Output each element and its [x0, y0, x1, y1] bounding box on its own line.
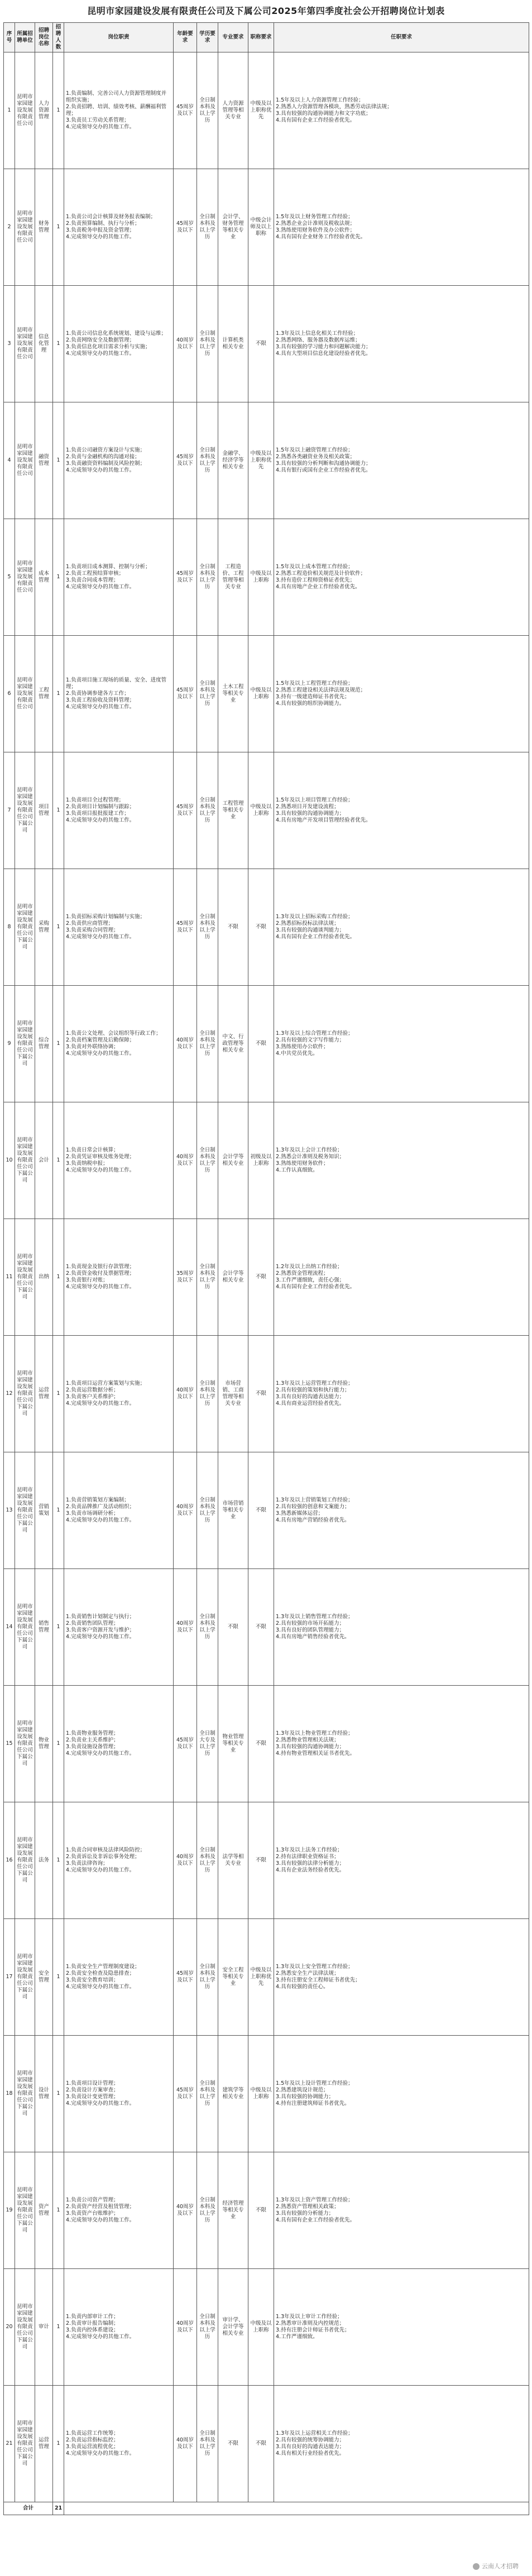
- cell-education: 全日制本科及以上学历: [197, 286, 218, 402]
- cell-duties: 1.负责项目设计管理； 2.负责设计方案审查； 3.负责设计变更管理； 4.完成领导交办的其他工作。: [64, 2036, 174, 2152]
- cell-count: 1: [53, 986, 64, 1102]
- cell-requirements: 1.3年及以上资产管理工作经验； 2.熟悉资产管理相关政策； 3.具有较强的分析能力； 4.具有国有企业工作经验者优先。: [274, 2152, 529, 2269]
- cell-duties: 1.负责项目全过程管理； 2.负责项目计划编制与跟踪； 3.负责项目报批报建工作； 4.完成领导交办的其他工作。: [64, 752, 174, 869]
- cell-age: 40周岁及以下: [174, 1102, 197, 1219]
- cell-position: 设计管理: [35, 2036, 53, 2152]
- cell-count: 1: [53, 636, 64, 752]
- cell-major: 工程管理等相关专业: [218, 752, 248, 869]
- cell-index: 13: [4, 1452, 15, 1569]
- cell-education: 全日制本科及以上学历: [197, 52, 218, 169]
- cell-unit: 昆明市家园建设发展有限责任公司下属公司: [15, 1336, 35, 1452]
- cell-age: 45周岁及以下: [174, 169, 197, 286]
- cell-title: 中级及以上职称: [248, 636, 274, 752]
- cell-requirements: 1.5年及以上融资管理工作经验； 2.熟悉各类融资业务及相关政策； 3.具有较强的分析判断和沟通协调能力； 4.具有银行或国有企业工作经验者优先。: [274, 402, 529, 519]
- table-row: [4, 986, 529, 1102]
- table-row: [4, 2152, 529, 2269]
- cell-count: 1: [53, 402, 64, 519]
- cell-count: 1: [53, 1219, 64, 1336]
- cell-count: 1: [53, 1569, 64, 1686]
- total-filler: [64, 2502, 529, 2515]
- cell-major: 不限: [218, 2386, 248, 2502]
- col-header: 招聘人数: [53, 23, 64, 52]
- cell-count: 1: [53, 869, 64, 986]
- cell-requirements: 1.3年及以上营销策划工作经验； 2.具有较强的创意和文案能力； 3.熟悉新媒体运营； 4.具有房地产营销经验者优先。: [274, 1452, 529, 1569]
- cell-unit: 昆明市家园建设发展有限责任公司: [15, 636, 35, 752]
- cell-duties: 1.负责公司资产管理； 2.负责资产经营及租赁管理； 3.负责资产台账维护； 4.完成领导交办的其他工作。: [64, 2152, 174, 2269]
- cell-title: 不限: [248, 1336, 274, 1452]
- table-row: [4, 1919, 529, 2036]
- cell-index: 8: [4, 869, 15, 986]
- cell-age: 45周岁及以下: [174, 402, 197, 519]
- table-row: [4, 1802, 529, 1919]
- cell-count: 1: [53, 1802, 64, 1919]
- cell-education: 全日制本科及以上学历: [197, 1569, 218, 1686]
- cell-major: 审计学、会计学等相关专业: [218, 2269, 248, 2386]
- table-row: [4, 2269, 529, 2386]
- cell-age: 45周岁及以下: [174, 2036, 197, 2152]
- cell-duties: 1.负责招标采购计划编制与实施； 2.负责供应商管理； 3.负责采购合同管理； 4.完成领导交办的其他工作。: [64, 869, 174, 986]
- table-row: [4, 1452, 529, 1569]
- cell-unit: 昆明市家园建设发展有限责任公司下属公司: [15, 869, 35, 986]
- cell-duties: 1.负责公司会计核算及财务报表编制； 2.负责预算编制、执行与分析； 3.负责税务申报及资金管理； 4.完成领导交办的其他工作。: [64, 169, 174, 286]
- cell-index: 19: [4, 2152, 15, 2269]
- cell-index: 21: [4, 2386, 15, 2502]
- cell-duties: 1.负责项目运营方案策划与实施； 2.负责运营数据分析； 3.负责客户关系维护； 4.完成领导交办的其他工作。: [64, 1336, 174, 1452]
- cell-education: 全日制大专及以上学历: [197, 1686, 218, 1802]
- table-row: [4, 1102, 529, 1219]
- cell-major: 金融学、经济学等相关专业: [218, 402, 248, 519]
- cell-education: 全日制本科及以上学历: [197, 1336, 218, 1452]
- table-row: [4, 1336, 529, 1452]
- watermark: [473, 2561, 519, 2570]
- cell-duties: 1.负责公司融资方案设计与实施； 2.负责与金融机构的沟通对接； 3.负责融资资料编制及风险控制； 4.完成领导交办的其他工作。: [64, 402, 174, 519]
- cell-title: 初级及以上职称: [248, 1102, 274, 1219]
- wechat-logo-icon: [473, 2563, 480, 2570]
- cell-duties: 1.负责项目成本测算、控制与分析； 2.负责工程预结算审核； 3.负责合同成本管理； 4.完成领导交办的其他工作。: [64, 519, 174, 636]
- cell-major: 安全工程等相关专业: [218, 1919, 248, 2036]
- cell-duties: 1.负责项目施工现场的质量、安全、进度管理； 2.负责协调参建各方工作； 3.负责工程验收及资料管理； 4.完成领导交办的其他工作。: [64, 636, 174, 752]
- cell-age: 35周岁及以下: [174, 1219, 197, 1336]
- cell-major: 会计学等相关专业: [218, 1219, 248, 1336]
- cell-education: 全日制本科及以上学历: [197, 402, 218, 519]
- table-row: [4, 752, 529, 869]
- cell-count: 1: [53, 752, 64, 869]
- cell-index: 18: [4, 2036, 15, 2152]
- cell-duties: 1.负责安全生产管理制度建设； 2.负责安全检查及隐患排查； 3.负责安全教育培训； 4.完成领导交办的其他工作。: [64, 1919, 174, 2036]
- cell-title: 中级及以上职称优先: [248, 52, 274, 169]
- total-label: 合计: [4, 2502, 53, 2515]
- cell-duties: 1.负责运营工作统筹； 2.负责运营指标监控； 3.负责运营流程优化； 4.完成领导交办的其他工作。: [64, 2386, 174, 2502]
- cell-duties: 1.负责合同审核及法律风险防控； 2.负责诉讼及非诉讼事务处理； 3.负责法律咨询； 4.完成领导交办的其他工作。: [64, 1802, 174, 1919]
- cell-count: 1: [53, 1919, 64, 2036]
- cell-count: 1: [53, 2386, 64, 2502]
- cell-age: 40周岁及以下: [174, 286, 197, 402]
- cell-requirements: 1.3年及以上物业管理工作经验； 2.熟悉物业管理相关法规； 3.具有较强的沟通协调能力； 4.持有物业管理相关证书者优先。: [274, 1686, 529, 1802]
- col-header: 岗位职责: [64, 23, 174, 52]
- cell-requirements: 1.3年及以上运营相关工作经验； 2.具有较强的统筹协调能力； 3.具有良好的沟通表达能力； 4.具有相关行业经验者优先。: [274, 2386, 529, 2502]
- table-row: [4, 519, 529, 636]
- cell-major: 法学等相关专业: [218, 1802, 248, 1919]
- col-header: 职称要求: [248, 23, 274, 52]
- total-row: [4, 2502, 529, 2515]
- cell-unit: 昆明市家园建设发展有限责任公司下属公司: [15, 1219, 35, 1336]
- table-row: [4, 2386, 529, 2502]
- cell-unit: 昆明市家园建设发展有限责任公司: [15, 286, 35, 402]
- cell-age: 40周岁及以下: [174, 1569, 197, 1686]
- cell-unit: 昆明市家园建设发展有限责任公司下属公司: [15, 986, 35, 1102]
- cell-age: 40周岁及以下: [174, 2152, 197, 2269]
- cell-index: 7: [4, 752, 15, 869]
- cell-position: 人力资源管理: [35, 52, 53, 169]
- cell-position: 采购管理: [35, 869, 53, 986]
- col-header: 序号: [4, 23, 15, 52]
- cell-requirements: 1.3年及以上审计工作经验； 2.熟悉审计准则及内控规范； 3.持有注册会计师证书者优先； 4.工作严谨细致。: [274, 2269, 529, 2386]
- cell-age: 40周岁及以下: [174, 986, 197, 1102]
- cell-title: 中级及以上职称: [248, 519, 274, 636]
- cell-position: 审计: [35, 2269, 53, 2386]
- cell-unit: 昆明市家园建设发展有限责任公司下属公司: [15, 752, 35, 869]
- cell-education: 全日制本科及以上学历: [197, 1219, 218, 1336]
- cell-major: 会计学、财务管理等相关专业: [218, 169, 248, 286]
- col-header: 年龄要求: [174, 23, 197, 52]
- cell-count: 1: [53, 52, 64, 169]
- col-header: 专业要求: [218, 23, 248, 52]
- cell-duties: 1.负责物业服务管理； 2.负责业主关系维护； 3.负责设施设备管理； 4.完成领导交办的其他工作。: [64, 1686, 174, 1802]
- cell-age: 45周岁及以下: [174, 752, 197, 869]
- cell-age: 45周岁及以下: [174, 869, 197, 986]
- cell-education: 全日制本科及以上学历: [197, 1802, 218, 1919]
- cell-index: 6: [4, 636, 15, 752]
- cell-position: 出纳: [35, 1219, 53, 1336]
- cell-index: 10: [4, 1102, 15, 1219]
- cell-unit: 昆明市家园建设发展有限责任公司下属公司: [15, 1686, 35, 1802]
- cell-position: 法务: [35, 1802, 53, 1919]
- cell-count: 1: [53, 1102, 64, 1219]
- cell-count: 1: [53, 1336, 64, 1452]
- cell-duties: 1.负责公文处理、会议组织等行政工作； 2.负责档案管理及后勤保障； 3.负责对外联络协调； 4.完成领导交办的其他工作。: [64, 986, 174, 1102]
- cell-major: 人力资源管理等相关专业: [218, 52, 248, 169]
- cell-requirements: 1.3年及以上安全管理工作经验； 2.熟悉安全生产法律法规； 3.持有注册安全工程师证书者优先； 4.具有较强的责任心。: [274, 1919, 529, 2036]
- cell-title: 不限: [248, 986, 274, 1102]
- cell-index: 11: [4, 1219, 15, 1336]
- cell-position: 融资管理: [35, 402, 53, 519]
- table-header: [4, 23, 529, 52]
- cell-requirements: 1.3年及以上销售管理工作经验； 2.具有较强的市场开拓能力； 3.具有良好的团队管理能力； 4.具有房地产销售经验者优先。: [274, 1569, 529, 1686]
- cell-index: 15: [4, 1686, 15, 1802]
- cell-duties: 1.负责营销策划方案编制； 2.负责品牌推广及活动组织； 3.负责市场调研分析； 4.完成领导交办的其他工作。: [64, 1452, 174, 1569]
- cell-index: 4: [4, 402, 15, 519]
- cell-major: 不限: [218, 1569, 248, 1686]
- cell-education: 全日制本科及以上学历: [197, 1102, 218, 1219]
- col-header: 任职要求: [274, 23, 529, 52]
- cell-position: 销售管理: [35, 1569, 53, 1686]
- cell-education: 全日制本科及以上学历: [197, 2386, 218, 2502]
- cell-unit: 昆明市家园建设发展有限责任公司下属公司: [15, 1919, 35, 2036]
- cell-requirements: 1.5年及以上成本管理工作经验； 2.熟悉工程造价相关规范及计价软件； 3.持有造价工程师资格证者优先； 4.具有房地产企业工作经验者优先。: [274, 519, 529, 636]
- cell-education: 全日制本科及以上学历: [197, 1919, 218, 2036]
- cell-position: 会计: [35, 1102, 53, 1219]
- cell-age: 40周岁及以下: [174, 1802, 197, 1919]
- cell-major: 工程造价、工程管理等相关专业: [218, 519, 248, 636]
- cell-index: 14: [4, 1569, 15, 1686]
- cell-count: 1: [53, 2036, 64, 2152]
- cell-requirements: 1.3年及以上运营管理工作经验； 2.具有较强的策划和执行能力； 3.具有良好的沟通表达能力； 4.具有商业运营经验者优先。: [274, 1336, 529, 1452]
- cell-education: 全日制本科及以上学历: [197, 869, 218, 986]
- cell-major: 建筑学等相关专业: [218, 2036, 248, 2152]
- cell-index: 1: [4, 52, 15, 169]
- cell-unit: 昆明市家园建设发展有限责任公司下属公司: [15, 2386, 35, 2502]
- cell-unit: 昆明市家园建设发展有限责任公司: [15, 169, 35, 286]
- cell-title: 不限: [248, 286, 274, 402]
- cell-position: 运营管理: [35, 2386, 53, 2502]
- cell-count: 1: [53, 1686, 64, 1802]
- cell-major: 会计学等相关专业: [218, 1102, 248, 1219]
- cell-major: 物业管理等相关专业: [218, 1686, 248, 1802]
- cell-unit: 昆明市家园建设发展有限责任公司: [15, 402, 35, 519]
- cell-duties: 1.负责公司信息化系统规划、建设与运维； 2.负责网络安全及数据管理； 3.负责信息化项目需求分析与实施； 4.完成领导交办的其他工作。: [64, 286, 174, 402]
- cell-age: 45周岁及以下: [174, 1919, 197, 2036]
- cell-index: 9: [4, 986, 15, 1102]
- cell-index: 16: [4, 1802, 15, 1919]
- table-row: [4, 402, 529, 519]
- cell-index: 5: [4, 519, 15, 636]
- col-header: 学历要求: [197, 23, 218, 52]
- cell-position: 安全管理: [35, 1919, 53, 2036]
- cell-index: 20: [4, 2269, 15, 2386]
- cell-index: 3: [4, 286, 15, 402]
- cell-age: 40周岁及以下: [174, 1452, 197, 1569]
- table-row: [4, 1219, 529, 1336]
- cell-duties: 1.负责内部审计工作； 2.负责审计报告编制； 3.负责内控体系建设； 4.完成领导交办的其他工作。: [64, 2269, 174, 2386]
- cell-title: 不限: [248, 869, 274, 986]
- cell-title: 不限: [248, 1452, 274, 1569]
- cell-count: 1: [53, 2152, 64, 2269]
- cell-major: 土木工程等相关专业: [218, 636, 248, 752]
- cell-major: 经济管理等相关专业: [218, 2152, 248, 2269]
- table-row: [4, 169, 529, 286]
- cell-title: 中级及以上职称: [248, 752, 274, 869]
- page-title: 昆明市家园建设发展有限责任公司及下属公司2025年第四季度社会公开招聘岗位计划表: [87, 6, 445, 16]
- cell-position: 项目管理: [35, 752, 53, 869]
- cell-age: 40周岁及以下: [174, 1336, 197, 1452]
- cell-count: 1: [53, 169, 64, 286]
- cell-count: 1: [53, 1452, 64, 1569]
- cell-title: 不限: [248, 1219, 274, 1336]
- cell-position: 物业管理: [35, 1686, 53, 1802]
- cell-duties: 1.负责日常会计核算； 2.负责凭证审核及账务处理； 3.负责纳税申报； 4.完成领导交办的其他工作。: [64, 1102, 174, 1219]
- cell-age: 45周岁及以下: [174, 52, 197, 169]
- cell-requirements: 1.3年及以上信息化相关工作经验； 2.熟悉网络、服务器及数据库运维； 3.具有较强的学习能力和问题解决能力； 4.具有大型项目信息化建设经验者优先。: [274, 286, 529, 402]
- cell-age: 40周岁及以下: [174, 2269, 197, 2386]
- cell-title: 不限: [248, 1802, 274, 1919]
- cell-education: 全日制本科及以上学历: [197, 2152, 218, 2269]
- cell-unit: 昆明市家园建设发展有限责任公司: [15, 519, 35, 636]
- table-row: [4, 286, 529, 402]
- cell-education: 全日制本科及以上学历: [197, 2036, 218, 2152]
- cell-major: 计算机类相关专业: [218, 286, 248, 402]
- cell-title: 中级及以上职称优先: [248, 402, 274, 519]
- cell-requirements: 1.2年及以上出纳工作经验； 2.熟悉资金管理流程； 3.工作严谨细致，责任心强； 4.具有国有企业工作经验者优先。: [274, 1219, 529, 1336]
- cell-requirements: 1.5年及以上设计管理工作经验； 2.熟悉建筑设计规范； 3.具有较强的协调能力； 4.持有注册建筑师证书者优先。: [274, 2036, 529, 2152]
- cell-title: 中级及以上职称: [248, 2036, 274, 2152]
- cell-age: 45周岁及以下: [174, 636, 197, 752]
- table-row: [4, 52, 529, 169]
- cell-duties: 1.负责现金及银行存款管理； 2.负责资金收付及票据管理； 3.负责银行对账； 4.完成领导交办的其他工作。: [64, 1219, 174, 1336]
- cell-unit: 昆明市家园建设发展有限责任公司下属公司: [15, 1802, 35, 1919]
- table-row: [4, 869, 529, 986]
- cell-duties: 1.负责编制、完善公司人力资源管理制度并组织实施； 2.负责招聘、培训、绩效考核、薪酬福利管理； 3.负责员工劳动关系管理； 4.完成领导交办的其他工作。: [64, 52, 174, 169]
- cell-position: 信息化管理: [35, 286, 53, 402]
- watermark-text: 云南人才招聘: [482, 2563, 519, 2570]
- cell-education: 全日制本科及以上学历: [197, 169, 218, 286]
- table-body: [4, 52, 529, 2515]
- cell-age: 40周岁及以下: [174, 2386, 197, 2502]
- cell-index: 17: [4, 1919, 15, 2036]
- cell-requirements: 1.5年及以上人力资源管理工作经验； 2.熟悉人力资源管理各模块，熟悉劳动法律法规； 3.具有较强的沟通协调能力和文字功底； 4.具有国有企业工作经验者优先。: [274, 52, 529, 169]
- cell-title: 不限: [248, 2152, 274, 2269]
- cell-title: 不限: [248, 1686, 274, 1802]
- cell-position: 营销策划: [35, 1452, 53, 1569]
- cell-position: 资产管理: [35, 2152, 53, 2269]
- table-row: [4, 2036, 529, 2152]
- cell-title: 中级及以上职称: [248, 2269, 274, 2386]
- cell-age: 45周岁及以下: [174, 1686, 197, 1802]
- cell-position: 工程管理: [35, 636, 53, 752]
- cell-requirements: 1.5年及以上项目管理工作经验； 2.熟悉项目开发建设流程； 3.具有较强的沟通协调能力； 4.具有房地产开发项目管理经验者优先。: [274, 752, 529, 869]
- col-header: 所属招聘单位: [15, 23, 35, 52]
- cell-major: 中文、行政管理等相关专业: [218, 986, 248, 1102]
- cell-education: 全日制本科及以上学历: [197, 2269, 218, 2386]
- cell-unit: 昆明市家园建设发展有限责任公司: [15, 52, 35, 169]
- cell-position: 成本管理: [35, 519, 53, 636]
- cell-title: 中级会计师及以上职称: [248, 169, 274, 286]
- cell-requirements: 1.3年及以上法务工作经验； 2.持有法律职业资格证书； 3.具有较强的法律分析能力； 4.具有企业法务经验者优先。: [274, 1802, 529, 1919]
- cell-index: 12: [4, 1336, 15, 1452]
- cell-position: 综合管理: [35, 986, 53, 1102]
- recruitment-table: [3, 22, 529, 2515]
- cell-count: 1: [53, 286, 64, 402]
- cell-major: 市场营销、工商管理等相关专业: [218, 1336, 248, 1452]
- table-row: [4, 1569, 529, 1686]
- total-count: 21: [53, 2502, 64, 2515]
- cell-education: 全日制本科及以上学历: [197, 986, 218, 1102]
- cell-age: 45周岁及以下: [174, 519, 197, 636]
- table-row: [4, 636, 529, 752]
- cell-unit: 昆明市家园建设发展有限责任公司下属公司: [15, 1569, 35, 1686]
- col-header: 招聘岗位名称: [35, 23, 53, 52]
- cell-duties: 1.负责销售计划制定与执行； 2.负责销售团队管理； 3.负责客户资源开发与维护； 4.完成领导交办的其他工作。: [64, 1569, 174, 1686]
- cell-position: 运营管理: [35, 1336, 53, 1452]
- cell-major: 不限: [218, 869, 248, 986]
- cell-education: 全日制本科及以上学历: [197, 519, 218, 636]
- cell-education: 全日制本科及以上学历: [197, 636, 218, 752]
- cell-requirements: 1.5年及以上财务管理工作经验； 2.熟悉企业会计准则及税收法规； 3.熟练使用财务软件及办公软件； 4.具有国有企业财务工作经验者优先。: [274, 169, 529, 286]
- cell-unit: 昆明市家园建设发展有限责任公司下属公司: [15, 2152, 35, 2269]
- cell-requirements: 1.3年及以上综合管理工作经验； 2.具有较强的文字写作能力； 3.熟练使用办公软件； 4.中共党员优先。: [274, 986, 529, 1102]
- cell-unit: 昆明市家园建设发展有限责任公司下属公司: [15, 2036, 35, 2152]
- cell-title: 中级及以上职称优先: [248, 1919, 274, 2036]
- cell-unit: 昆明市家园建设发展有限责任公司下属公司: [15, 2269, 35, 2386]
- cell-count: 1: [53, 2269, 64, 2386]
- table-row: [4, 1686, 529, 1802]
- cell-title: 不限: [248, 2386, 274, 2502]
- cell-count: 1: [53, 519, 64, 636]
- cell-education: 全日制本科及以上学历: [197, 752, 218, 869]
- cell-unit: 昆明市家园建设发展有限责任公司下属公司: [15, 1452, 35, 1569]
- cell-unit: 昆明市家园建设发展有限责任公司下属公司: [15, 1102, 35, 1219]
- cell-title: 不限: [248, 1569, 274, 1686]
- cell-requirements: 1.3年及以上招标采购工作经验； 2.熟悉招标投标法律法规； 3.具有较强的沟通谈判能力； 4.具有国有企业工作经验者优先。: [274, 869, 529, 986]
- cell-requirements: 1.3年及以上会计工作经验； 2.熟悉会计准则及税务知识； 3.熟练使用财务软件； 4.工作认真细致。: [274, 1102, 529, 1219]
- cell-major: 市场营销等相关专业: [218, 1452, 248, 1569]
- cell-position: 财务管理: [35, 169, 53, 286]
- cell-index: 2: [4, 169, 15, 286]
- cell-requirements: 1.5年及以上工程管理工作经验； 2.熟悉工程建设相关法律法规及规范； 3.持有一级建造师证书者优先； 4.具有较强的组织协调能力。: [274, 636, 529, 752]
- cell-education: 全日制本科及以上学历: [197, 1452, 218, 1569]
